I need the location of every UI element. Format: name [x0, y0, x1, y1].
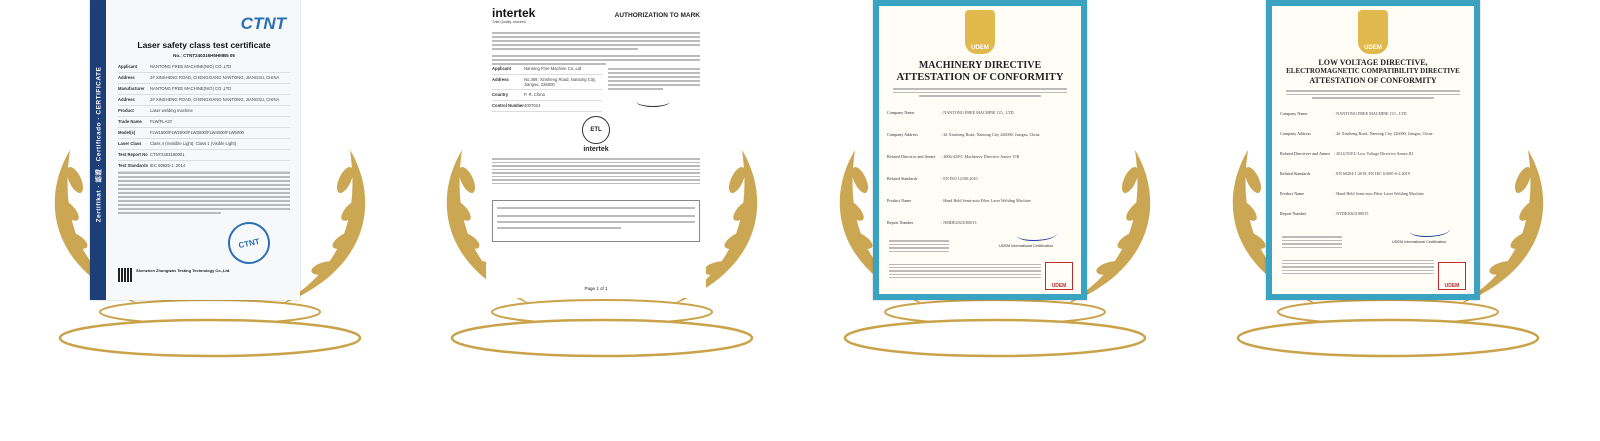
field-row: Product Name : Hand Held Semi-auto Fiber Laser Welding Machine — [887, 198, 1031, 203]
field-row: Related Standards : EN ISO 12100:2010 — [887, 176, 978, 181]
mark-label: intertek — [583, 146, 609, 153]
field-row: Test Standards IEC 60825-1: 2014 — [118, 161, 290, 172]
certificate-title: Laser safety class test certificate — [137, 40, 271, 50]
field-row: Report Number : NMDE2023100013 — [887, 220, 977, 225]
applicant-fields — [492, 64, 602, 112]
dates-block — [1282, 234, 1342, 250]
field-row: Applicant Nantong Free Machine Co.,Ltd — [492, 64, 602, 75]
certificate-slot-udem-lvd-emc — [1208, 0, 1568, 441]
podium-base — [422, 290, 782, 370]
ctnt-seal-icon: CTNT — [224, 218, 274, 268]
field-row: Address 2# XINSHENG ROAD, CHENGXIANG NANTONG, JIANGSU, CHINA — [118, 73, 290, 84]
field-row: Related Directive and Annex : 2006/42/EC Machinery Directive Annex VIII — [887, 154, 1020, 159]
field-row: Test Report No CTNT2403180001 — [118, 150, 290, 161]
field-row: Related Standards : EN 60204-1:2018, EN IEC 61000-6-2:2019 — [1280, 171, 1410, 176]
field-row: Applicant NANTONG FREE MACHINE(NIO) CO.,LTD — [118, 62, 290, 73]
field-row: Trade Name FLW/FLA37 — [118, 117, 290, 128]
signature-org: UDEM International Certification — [1392, 240, 1447, 244]
certificate-title-line3: ATTESTATION OF CONFORMITY — [1309, 76, 1437, 85]
certificate-footer: Shenzhen Zhongwan Testing Technology Co.,Ltd. — [136, 268, 231, 273]
certificate-body-text — [118, 170, 290, 216]
intertek-authorization[interactable] — [486, 0, 706, 298]
udem-stamp-icon: UDEM — [1045, 262, 1073, 290]
field-row: Product Laser welding machine — [118, 106, 290, 117]
certificate-side-banner — [90, 0, 106, 300]
intro-text — [492, 30, 700, 67]
certificate-inner-page — [1272, 6, 1474, 294]
intro-text — [1286, 88, 1460, 101]
intertek-tagline: Total Quality. Assured. — [492, 20, 527, 24]
udem-machinery-certificate[interactable] — [873, 0, 1087, 300]
etl-mark-icon: ETL — [582, 116, 610, 144]
udem-crest-icon: UDEM — [965, 10, 995, 54]
podium-base — [815, 290, 1175, 370]
field-row: Company Address : 2# Xinsheng Road, Nantong City 226000, Jiangsu, China — [1280, 131, 1433, 136]
field-row: Address 2# XINSHENG ROAD, CHENGXIANG NANTONG, JIANGSU, CHINA — [118, 95, 290, 106]
certificate-fields — [118, 62, 290, 172]
field-row: Control Number 4007624 — [492, 101, 602, 112]
field-row: Company Name : NANTONG FREE MACHINE CO., LTD — [887, 110, 1014, 115]
standards-table — [492, 200, 700, 242]
intro-text — [893, 86, 1067, 99]
field-row: Company Address : 2# Xinsheng Road, Nantong City 226000, Jiangsu, China — [887, 132, 1040, 137]
field-row: Laser Class Class 4 (Invisible Light): Class 1 (Visible Light) — [118, 139, 290, 150]
field-row: Country P. R. China — [492, 90, 602, 101]
certificate-fields — [887, 102, 1075, 234]
fine-print — [1282, 258, 1434, 276]
podium-base — [1208, 290, 1568, 370]
udem-lvd-emc-certificate[interactable] — [1266, 0, 1480, 300]
ctnt-logo: CTNT — [240, 14, 286, 33]
certificate-slot-intertek — [422, 0, 782, 441]
podium-base — [30, 290, 390, 370]
authorization-heading: AUTHORIZATION TO MARK — [614, 12, 700, 19]
fine-print — [889, 262, 1041, 280]
field-row: Address No.369, Xinsheng Road, Nantong City, Jiangsu, 226000 — [492, 75, 602, 90]
signature-icon — [1017, 228, 1057, 241]
intertek-logo: intertek — [492, 6, 536, 20]
legal-text — [492, 156, 700, 186]
certificate-slot-ctnt — [30, 0, 390, 441]
certificate-title-line2: ELECTROMAGNETIC COMPATIBILITY DIRECTIVE — [1286, 67, 1460, 75]
certificate-number: No.: CTNT240316H5HMB5 05 — [173, 53, 235, 58]
signature-org: UDEM International Certification — [999, 244, 1054, 248]
certificate-title-line2: ATTESTATION OF CONFORMITY — [896, 72, 1064, 83]
signature-icon — [1410, 224, 1450, 237]
certificate-title-line1: MACHINERY DIRECTIVE — [918, 60, 1042, 71]
signature-icon — [636, 96, 670, 107]
udem-crest-icon: UDEM — [1358, 10, 1388, 54]
field-row: Company Name : NANTONG FREE MACHINE CO., LTD — [1280, 111, 1407, 116]
certificate-fields — [1280, 104, 1468, 224]
page-indicator: Page 1 of 1 — [584, 286, 608, 291]
certificate-inner-page — [879, 6, 1081, 294]
dates-block — [889, 238, 949, 254]
side-banner-text: Zertifikat · 認證 · Certificado · CERTIFICATE — [95, 66, 103, 223]
field-row: Manufacturer NANTONG FREE MACHINE(NIO) CO.,LTD — [118, 84, 290, 95]
field-row: Related Directives and Annex : 2014/35/EU Low Voltage Directive Annex III — [1280, 151, 1413, 156]
ctnt-certificate[interactable] — [90, 0, 300, 300]
field-row: Product Name : Hand Held Semi-auto Fiber Laser Welding Machine — [1280, 191, 1424, 196]
certificate-slot-udem-machinery — [815, 0, 1175, 441]
field-row: Model(s) FLW1500/FLW2000/FLW3000/FLW4000/FLW6000 — [118, 128, 290, 139]
field-row: Report Number : NTDE2023100015 — [1280, 211, 1369, 216]
qr-code-icon — [118, 268, 132, 282]
manufacturer-fields — [608, 66, 700, 92]
certificate-title-line1: LOW VOLTAGE DIRECTIVE, — [1318, 58, 1428, 67]
udem-stamp-icon: UDEM — [1438, 262, 1466, 290]
